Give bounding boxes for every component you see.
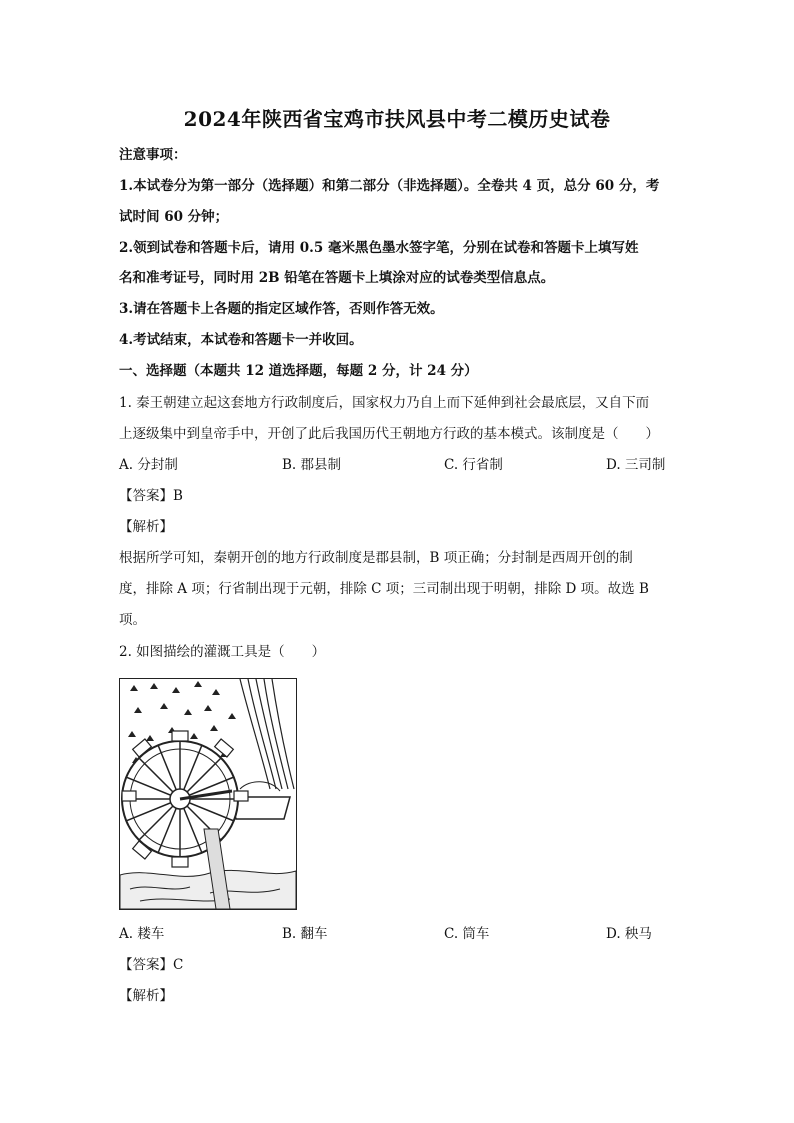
- q1-analysis-line-2: 度，排除 A 项；行省制出现于元朝，排除 C 项；三司制出现于明朝，排除 D 项。故选 B: [119, 581, 649, 597]
- note-4: 4.考试结束，本试卷和答题卡一并收回。: [119, 332, 363, 348]
- q2-answer: 【答案】C: [119, 957, 184, 973]
- q2-option-c: C. 筒车: [444, 926, 490, 942]
- q2-analysis-label: 【解析】: [119, 988, 173, 1004]
- q1-option-c: C. 行省制: [444, 457, 503, 473]
- q2-stem: 2. 如图描绘的灌溉工具是（ ）: [119, 644, 326, 660]
- q1-option-d: D. 三司制: [606, 457, 666, 473]
- note-2-line-1: 2.领到试卷和答题卡后，请用 0.5 毫米黑色墨水签字笔，分别在试卷和答题卡上填写姓: [119, 240, 639, 256]
- q1-option-b: B. 郡县制: [282, 457, 342, 473]
- note-2-line-2: 名和准考证号，同时用 2B 铅笔在答题卡上填涂对应的试卷类型信息点。: [119, 270, 555, 286]
- q1-stem-line-1: 1. 秦王朝建立起这套地方行政制度后，国家权力乃自上而下延伸到社会最底层，又自下而: [119, 395, 650, 411]
- notes-heading: 注意事项：: [119, 147, 187, 163]
- q2-option-a: A. 耧车: [119, 926, 165, 942]
- q1-analysis-line-1: 根据所学可知，秦朝开创的地方行政制度是郡县制，B 项正确；分封制是西周开创的制: [119, 550, 633, 566]
- q1-analysis-label: 【解析】: [119, 519, 173, 535]
- section-heading: 一、选择题（本题共 12 道选择题，每题 2 分，计 24 分）: [119, 363, 478, 379]
- q1-option-a: A. 分封制: [119, 457, 178, 473]
- page-title: 2024年陕西省宝鸡市扶风县中考二模历史试卷: [183, 107, 611, 131]
- waterwheel-drawing: [120, 679, 296, 909]
- q1-stem-line-2: 上逐级集中到皇帝手中，开创了此后我国历代王朝地方行政的基本模式。该制度是（ ）: [119, 426, 659, 442]
- q2-option-d: D. 秧马: [606, 926, 652, 942]
- q1-analysis-line-3: 项。: [119, 612, 146, 628]
- note-1-line-1: 1.本试卷分为第一部分（选择题）和第二部分（非选择题）。全卷共 4 页，总分 60 分，考: [119, 178, 660, 194]
- q1-answer: 【答案】B: [119, 488, 183, 504]
- waterwheel-illustration: [119, 678, 297, 910]
- q2-option-b: B. 翻车: [282, 926, 328, 942]
- note-1-line-2: 试时间 60 分钟；: [119, 209, 229, 225]
- note-3: 3.请在答题卡上各题的指定区域作答，否则作答无效。: [119, 301, 444, 317]
